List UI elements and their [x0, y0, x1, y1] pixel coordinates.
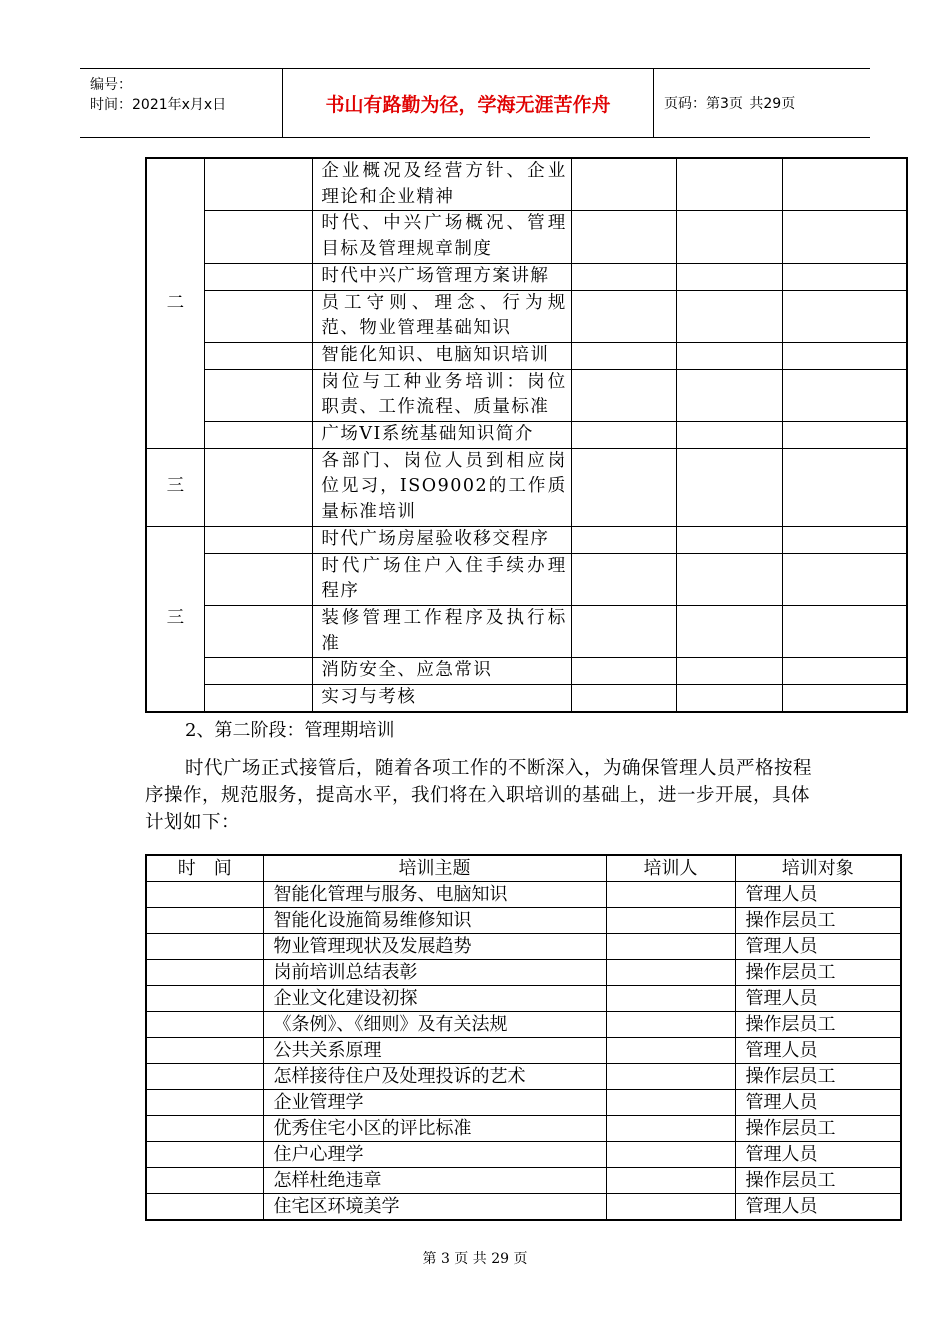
table-cell: 怎样杜绝违章	[263, 1168, 606, 1194]
table-row	[146, 1142, 901, 1168]
table-cell	[782, 263, 907, 290]
table-cell	[204, 290, 313, 342]
table-cell	[677, 369, 783, 421]
stage-label: 三	[146, 448, 204, 526]
table-row	[146, 605, 907, 657]
header-meta	[90, 75, 226, 115]
table-cell	[204, 448, 313, 526]
table-row	[146, 1090, 901, 1116]
table-cell	[571, 658, 677, 685]
table-cell: 企业文化建设初探	[263, 986, 606, 1012]
section-title: 2、第二阶段：管理期培训	[185, 720, 395, 741]
table-row	[146, 908, 901, 934]
table-cell: 怎样接待住户及处理投诉的艺术	[263, 1064, 606, 1090]
table-cell	[571, 369, 677, 421]
table-cell	[146, 1064, 263, 1090]
header-page-info	[664, 93, 797, 113]
table-cell: 操作层员工	[735, 960, 901, 986]
table-row	[146, 960, 901, 986]
table-cell: 住户心理学	[263, 1142, 606, 1168]
table-cell: 管理人员	[735, 1090, 901, 1116]
column-header: 培训对象	[735, 855, 901, 882]
table-cell	[146, 1116, 263, 1142]
table-row	[146, 422, 907, 449]
table-cell	[677, 263, 783, 290]
table-row	[146, 986, 901, 1012]
table-cell	[677, 605, 783, 657]
table-cell	[677, 526, 783, 553]
table-cell: 操作层员工	[735, 908, 901, 934]
table-cell	[782, 605, 907, 657]
table-cell	[571, 342, 677, 369]
table-cell	[606, 1168, 735, 1194]
table-cell	[677, 685, 783, 712]
header-motto: 书山有路勤为径，学海无涯苦作舟	[282, 69, 654, 137]
training-content: 时代广场住户入住手续办理程序	[313, 553, 571, 605]
table-cell	[146, 1012, 263, 1038]
table-cell	[204, 211, 313, 263]
table-cell	[677, 342, 783, 369]
table-cell: 管理人员	[735, 1038, 901, 1064]
section-paragraph: 时代广场正式接管后，随着各项工作的不断深入，为确保管理人员严格按程序操作，规范服务，提高水平，我们将在入职培训的基础上，进一步开展，具体计划如下：	[145, 758, 813, 833]
table-cell: 管理人员	[735, 1194, 901, 1221]
table-cell	[677, 290, 783, 342]
table-cell: 住宅区环境美学	[263, 1194, 606, 1221]
table-cell	[204, 685, 313, 712]
page-number: 页码：第3页	[664, 96, 743, 112]
training-content: 企业概况及经营方针、企业理论和企业精神	[313, 158, 571, 211]
table-cell	[606, 1142, 735, 1168]
training-content: 各部门、岗位人员到相应岗位见习，ISO9002的工作质量标准培训	[313, 448, 571, 526]
table-cell	[782, 685, 907, 712]
table-cell	[146, 1142, 263, 1168]
table-cell	[204, 422, 313, 449]
table-cell	[146, 1194, 263, 1221]
table-cell	[782, 369, 907, 421]
stage-label: 二	[146, 158, 204, 448]
table-cell	[606, 1038, 735, 1064]
table-row	[146, 553, 907, 605]
table-cell	[606, 1090, 735, 1116]
table-row	[146, 263, 907, 290]
table-cell: 《条例》、《细则》及有关法规	[263, 1012, 606, 1038]
table-row	[146, 1168, 901, 1194]
training-content: 广场VI系统基础知识简介	[313, 422, 571, 449]
table-cell	[204, 658, 313, 685]
table-cell: 操作层员工	[735, 1064, 901, 1090]
table-cell	[571, 211, 677, 263]
page-footer: 第 3 页 共 29 页	[422, 1251, 528, 1267]
table-row	[146, 158, 907, 211]
table-cell	[606, 882, 735, 908]
page-total: 共29页	[749, 96, 796, 112]
table-cell	[204, 605, 313, 657]
document-time: 时间：2021年x月x日	[90, 97, 227, 113]
table-cell	[677, 158, 783, 211]
table-cell	[146, 1168, 263, 1194]
document-number: 编号：	[90, 77, 132, 93]
table-cell	[782, 211, 907, 263]
table-cell	[606, 1012, 735, 1038]
table-cell	[606, 960, 735, 986]
column-header: 培训主题	[263, 855, 606, 882]
training-content: 时代、中兴广场概况、管理目标及管理规章制度	[313, 211, 571, 263]
table-cell: 操作层员工	[735, 1168, 901, 1194]
table-cell	[677, 448, 783, 526]
table-cell	[571, 422, 677, 449]
table-cell	[146, 882, 263, 908]
table-row	[146, 448, 907, 526]
training-content: 员工守则、理念、行为规范、物业管理基础知识	[313, 290, 571, 342]
table-row	[146, 1116, 901, 1142]
table-cell	[606, 934, 735, 960]
table-cell	[571, 526, 677, 553]
table-cell	[571, 685, 677, 712]
table-cell: 操作层员工	[735, 1012, 901, 1038]
table-header-row	[146, 855, 901, 882]
table-cell: 管理人员	[735, 882, 901, 908]
table-cell: 管理人员	[735, 986, 901, 1012]
table-cell	[571, 263, 677, 290]
table-cell: 智能化设施简易维修知识	[263, 908, 606, 934]
table-cell	[204, 526, 313, 553]
table-cell: 操作层员工	[735, 1116, 901, 1142]
table-cell: 物业管理现状及发展趋势	[263, 934, 606, 960]
table-cell	[146, 986, 263, 1012]
table-row	[146, 290, 907, 342]
table-cell	[606, 986, 735, 1012]
table-cell	[677, 422, 783, 449]
table-cell	[204, 158, 313, 211]
training-content: 时代广场房屋验收移交程序	[313, 526, 571, 553]
table-cell	[782, 526, 907, 553]
training-content: 智能化知识、电脑知识培训	[313, 342, 571, 369]
table-row	[146, 342, 907, 369]
table-cell	[146, 934, 263, 960]
table-cell	[146, 1038, 263, 1064]
table-cell	[606, 1194, 735, 1221]
table-cell: 智能化管理与服务、电脑知识	[263, 882, 606, 908]
table-row	[146, 526, 907, 553]
table-cell	[146, 960, 263, 986]
table-cell: 管理人员	[735, 1142, 901, 1168]
table-cell	[782, 422, 907, 449]
table-row	[146, 211, 907, 263]
training-content: 时代中兴广场管理方案讲解	[313, 263, 571, 290]
table-row	[146, 369, 907, 421]
table-cell	[571, 605, 677, 657]
table-cell: 企业管理学	[263, 1090, 606, 1116]
table-cell	[782, 158, 907, 211]
table-cell	[677, 211, 783, 263]
table-cell	[571, 448, 677, 526]
table-row	[146, 882, 901, 908]
table-row	[146, 1038, 901, 1064]
table-cell	[571, 553, 677, 605]
table-cell: 公共关系原理	[263, 1038, 606, 1064]
table-cell	[204, 553, 313, 605]
table-cell: 优秀住宅小区的评比标准	[263, 1116, 606, 1142]
table-row	[146, 934, 901, 960]
training-stage-table	[145, 157, 908, 713]
training-content: 实习与考核	[313, 685, 571, 712]
table-row	[146, 1012, 901, 1038]
table-cell	[571, 290, 677, 342]
table-cell	[677, 658, 783, 685]
table-row	[146, 1064, 901, 1090]
table-cell	[782, 448, 907, 526]
table-row	[146, 1194, 901, 1221]
table-row	[146, 685, 907, 712]
training-content: 消防安全、应急常识	[313, 658, 571, 685]
training-content: 装修管理工作程序及执行标准	[313, 605, 571, 657]
page-header	[80, 68, 870, 138]
table-cell	[606, 1116, 735, 1142]
training-plan-table	[145, 854, 902, 1221]
column-header: 培训人	[606, 855, 735, 882]
table-cell	[204, 342, 313, 369]
table-cell	[204, 369, 313, 421]
table-cell: 管理人员	[735, 934, 901, 960]
table-cell	[782, 342, 907, 369]
table-cell	[782, 553, 907, 605]
table-cell	[606, 908, 735, 934]
column-header: 时 间	[146, 855, 263, 882]
table-row	[146, 658, 907, 685]
table-cell	[782, 658, 907, 685]
table-cell	[782, 290, 907, 342]
table-cell	[146, 908, 263, 934]
training-content: 岗位与工种业务培训：岗位职责、工作流程、质量标准	[313, 369, 571, 421]
table-cell	[571, 158, 677, 211]
stage-label: 三	[146, 526, 204, 711]
table-cell	[204, 263, 313, 290]
table-cell	[677, 553, 783, 605]
table-cell	[146, 1090, 263, 1116]
table-cell: 岗前培训总结表彰	[263, 960, 606, 986]
table-cell	[606, 1064, 735, 1090]
